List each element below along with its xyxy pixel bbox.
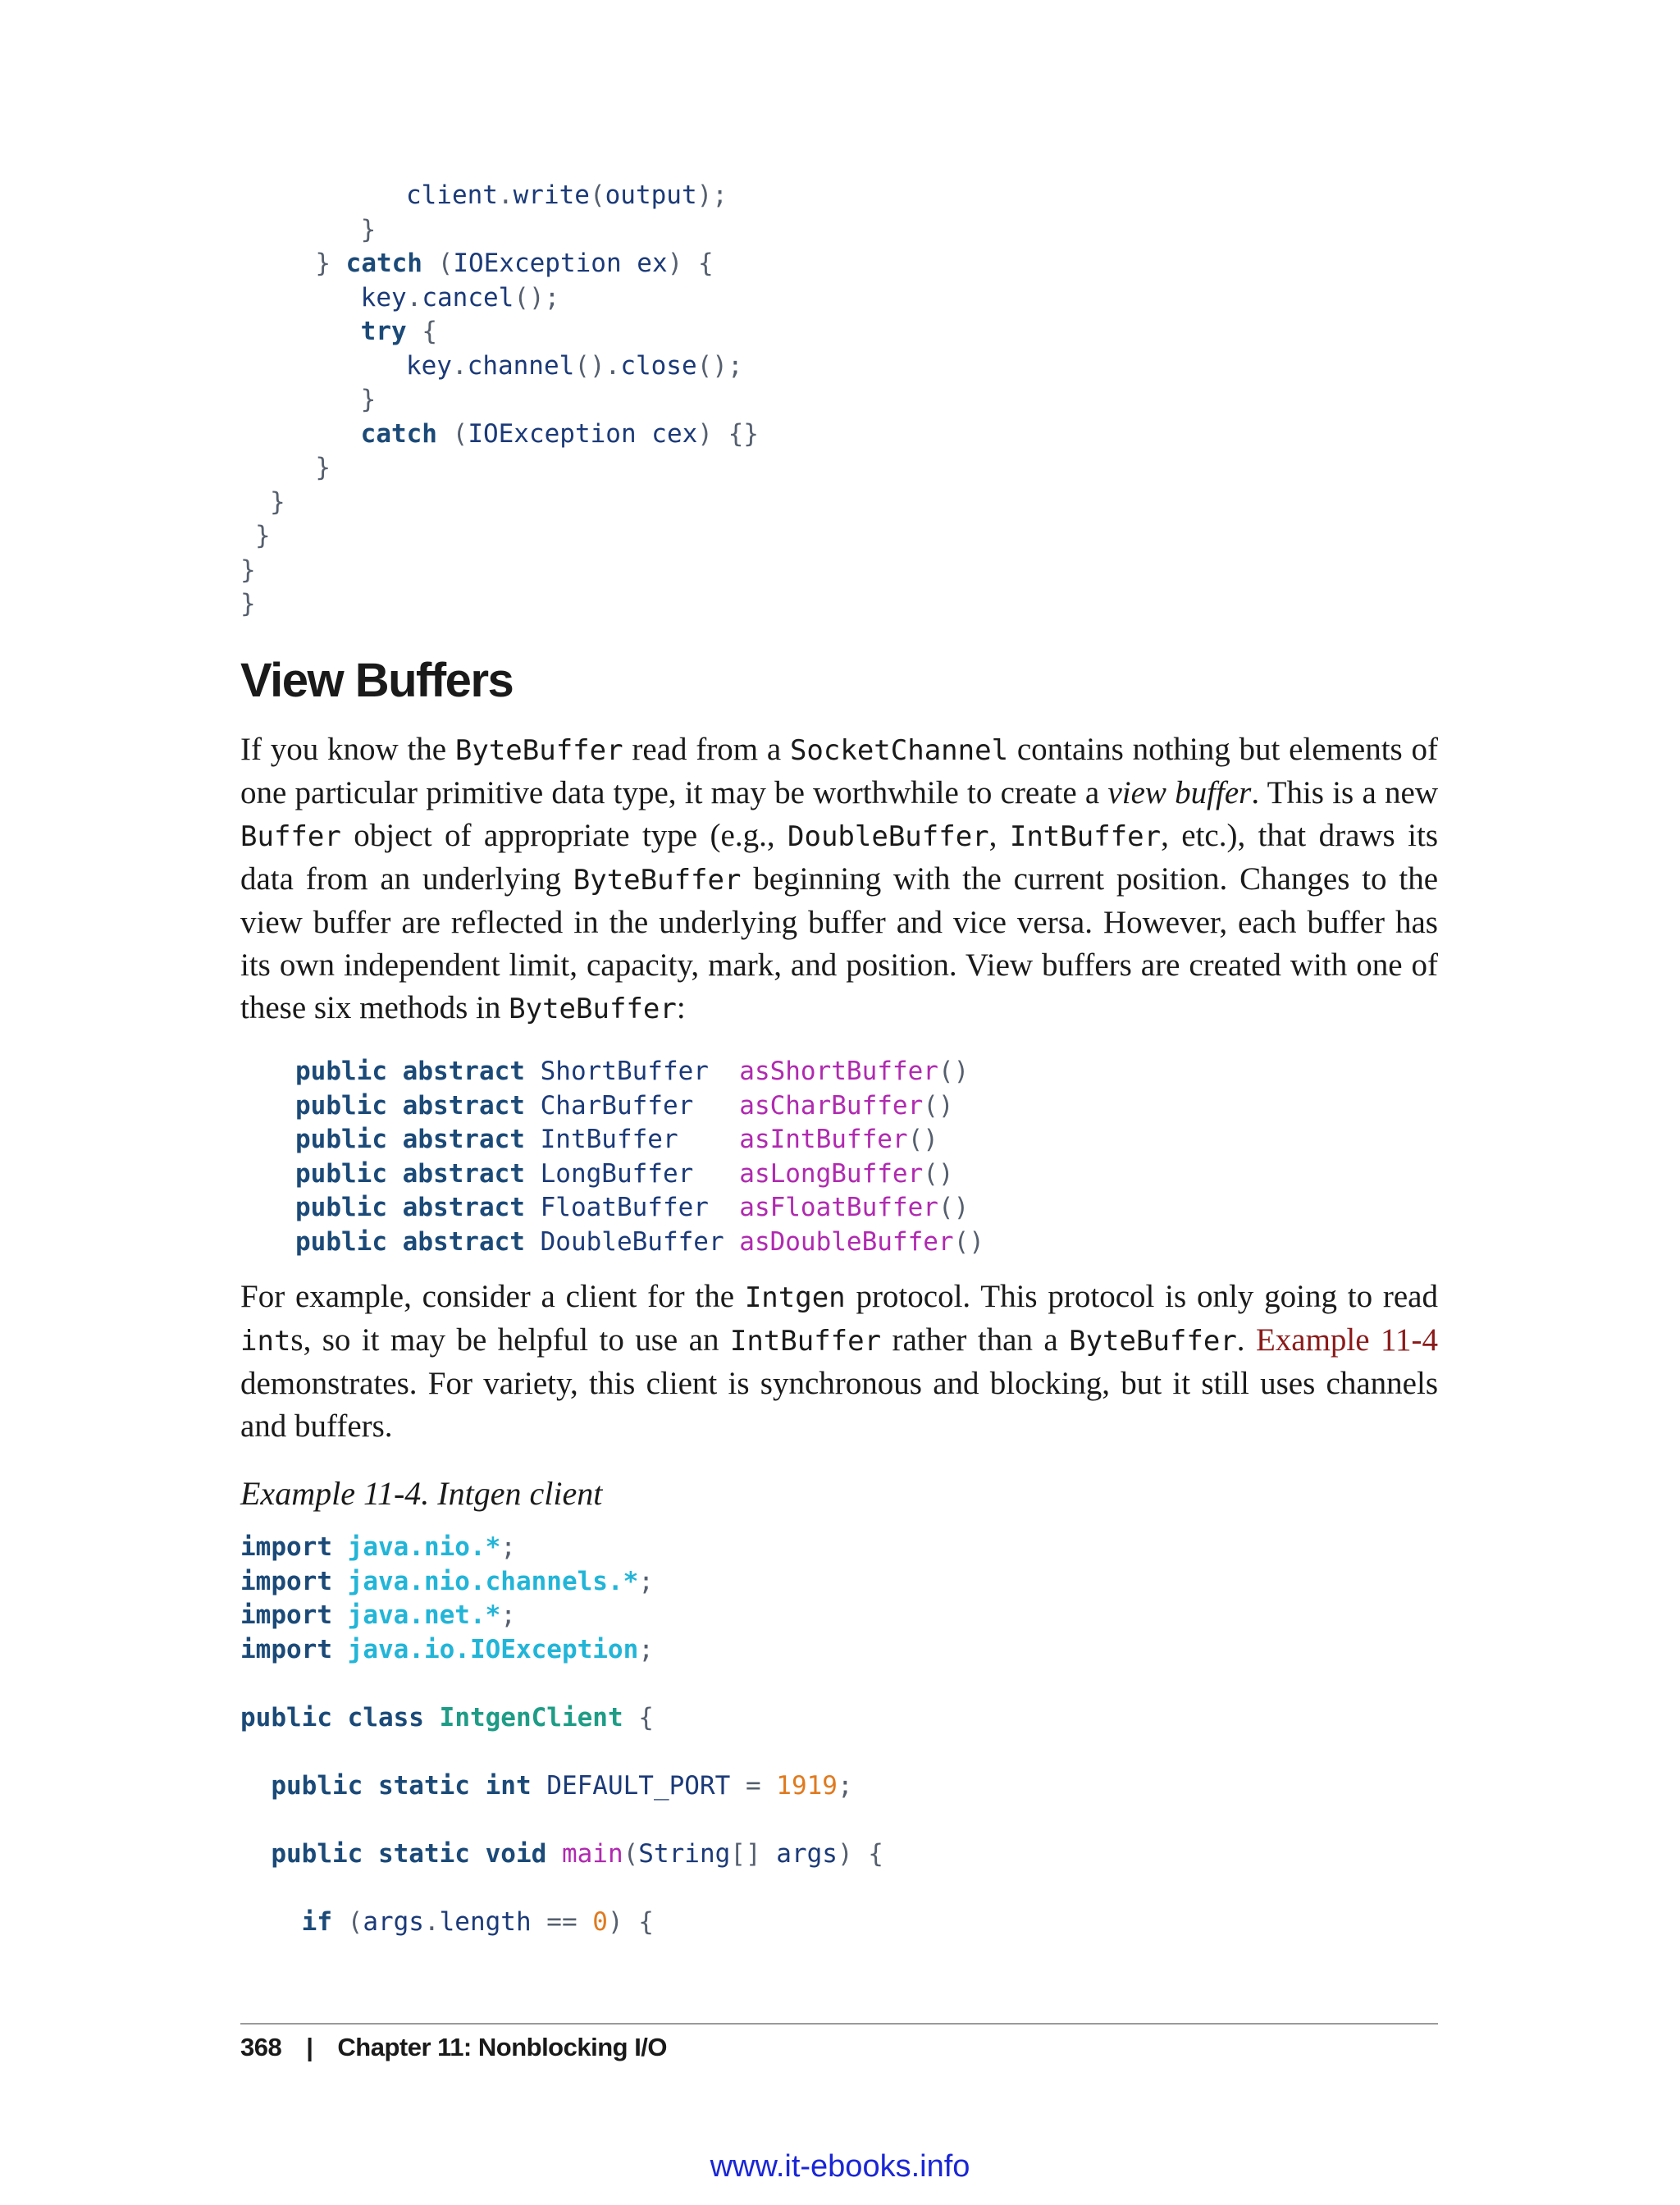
code-line: import java.net.*; <box>240 1600 516 1630</box>
code-line: import java.nio.*; <box>240 1532 516 1562</box>
code-line: public abstract LongBuffer asLongBuffer() <box>295 1158 954 1189</box>
example-caption: Example 11-4. Intgen client <box>240 1475 603 1512</box>
code-line: import java.io.IOException; <box>240 1634 654 1664</box>
code-line: } <box>299 385 377 414</box>
code-line: public abstract ShortBuffer asShortBuffer() <box>295 1057 970 1086</box>
code-line: } catch (IOException ex) { <box>285 249 714 278</box>
code-view-buffer-methods <box>295 1055 984 1259</box>
chapter-title: Chapter 11: Nonblocking I/O <box>337 2033 668 2061</box>
paragraph-intgen-example: For example, consider a client for the Intgen protocol. This protocol is only going to read ints, so it may be helpful to use an IntBuffer rather than a ByteBuffer. Example 11-4 demonstrates. For variety, this client is synchronous and blocking, but it still uses channels and buffers. <box>240 1279 1439 1444</box>
footer-rule <box>240 2023 1438 2025</box>
code-line: } <box>240 555 256 585</box>
code-line: import java.nio.channels.*; <box>240 1566 654 1596</box>
code-intgen-client <box>240 1531 883 1939</box>
code-line: } <box>285 453 331 482</box>
code-line: client.write(output); <box>405 180 728 210</box>
code-line <box>240 1803 883 1838</box>
page-number: 368 <box>240 2033 282 2061</box>
code-line: public static int DEFAULT_PORT = 1919; <box>271 1770 853 1801</box>
code-line: public abstract CharBuffer asCharBuffer() <box>295 1090 954 1121</box>
code-line: public class IntgenClient { <box>240 1702 654 1732</box>
code-line: public abstract FloatBuffer asFloatBuffer() <box>295 1193 970 1222</box>
code-line: } <box>270 486 285 517</box>
footer-separator: | <box>306 2033 313 2061</box>
code-line <box>240 1667 883 1701</box>
code-line: key.channel().close(); <box>405 350 743 381</box>
code-line: public abstract DoubleBuffer asDoubleBuffer() <box>295 1226 984 1257</box>
code-line <box>240 1871 883 1906</box>
section-title: View Buffers <box>240 654 514 707</box>
paragraph-view-buffers: If you know the ByteBuffer read from a SocketChannel contains nothing but elements of one particular primitive data type, it may be worthwhile to create a view buffer. This is a new Buffer object of appropriate type (e.g., DoubleBuffer, IntBuffer, etc.), that draws its data from an underlying ByteBuffer beginning with the current position. Changes to the view buffer are reflected in the underlying buffer and vice versa. However, each buffer has its own independent limit, capacity, mark, and position. View buffers are created with one of these six methods in ByteBuffer: <box>240 732 1439 1025</box>
code-line <box>240 1735 883 1769</box>
code-line: if (args.length == 0) { <box>301 1906 654 1937</box>
watermark-link[interactable]: www.it-ebooks.info <box>710 2149 970 2184</box>
code-line: } <box>255 521 271 550</box>
example-cross-reference-link[interactable]: Example 11-4 <box>1255 1322 1439 1358</box>
code-line: key.cancel(); <box>360 282 560 313</box>
code-listing-continued <box>240 179 759 622</box>
code-line: catch (IOException cex) {} <box>360 418 759 449</box>
code-line: } <box>299 214 377 244</box>
page-footer <box>240 2033 667 2062</box>
code-line: public abstract IntBuffer asIntBuffer() <box>295 1125 938 1154</box>
code-line: } <box>240 589 256 619</box>
code-line: public static void main(String[] args) { <box>271 1838 883 1869</box>
code-line: try { <box>360 317 437 346</box>
